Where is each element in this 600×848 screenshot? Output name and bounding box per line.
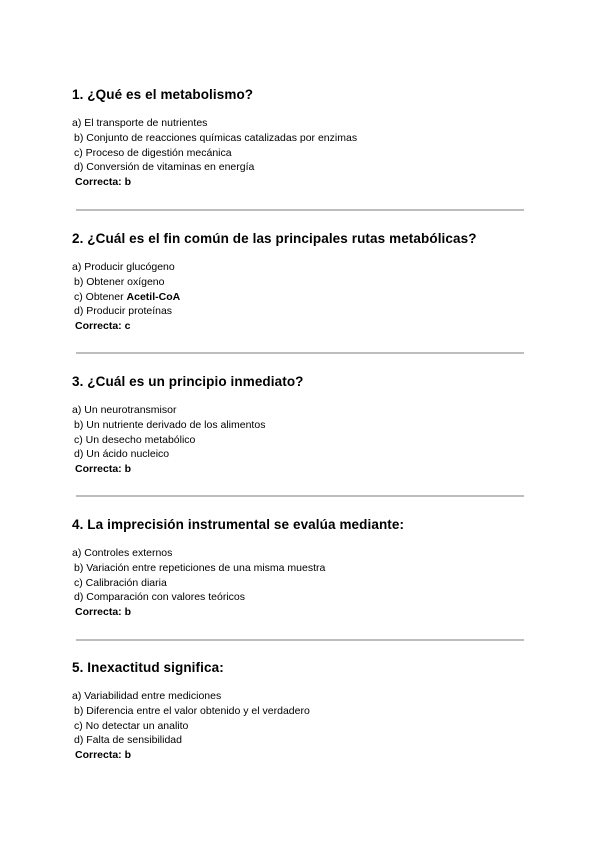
divider bbox=[76, 495, 524, 497]
option-d: d) Un ácido nucleico bbox=[74, 448, 170, 461]
question-4 bbox=[72, 517, 532, 620]
correct-answer: Correcta: b bbox=[75, 606, 132, 619]
divider bbox=[76, 639, 524, 641]
option-b: b) Obtener oxígeno bbox=[74, 275, 165, 288]
correct-answer: Correcta: b bbox=[75, 176, 132, 189]
option-c-text: c) Obtener bbox=[74, 290, 127, 303]
option-b: b) Un nutriente derivado de los alimentos bbox=[74, 418, 266, 431]
question-title: 3. ¿Cuál es un principio inmediato? bbox=[72, 374, 304, 389]
option-c bbox=[72, 290, 532, 305]
option-c: c) Calibración diaria bbox=[74, 576, 167, 589]
option-b: b) Conjunto de reacciones químicas catalizadas por enzimas bbox=[74, 131, 358, 144]
option-d: d) Falta de sensibilidad bbox=[74, 734, 182, 747]
option-c-bold-term: Acetil-CoA bbox=[126, 290, 181, 303]
option-c: c) Proceso de digestión mecánica bbox=[74, 146, 232, 159]
correct-answer: Correcta: c bbox=[75, 320, 131, 333]
option-b: b) Diferencia entre el valor obtenido y el verdadero bbox=[74, 704, 310, 717]
option-a: a) Variabilidad entre mediciones bbox=[72, 690, 222, 702]
question-2 bbox=[72, 231, 532, 334]
option-c: c) Un desecho metabólico bbox=[74, 433, 196, 446]
correct-answer: Correcta: b bbox=[75, 749, 132, 762]
divider bbox=[76, 352, 524, 354]
question-3 bbox=[72, 374, 532, 477]
question-title: 4. La imprecisión instrumental se evalúa mediante: bbox=[72, 517, 405, 532]
option-a: a) Controles externos bbox=[72, 547, 173, 559]
option-a: a) Producir glucógeno bbox=[72, 261, 175, 273]
option-a: a) Un neurotransmisor bbox=[72, 404, 177, 416]
question-title: 5. Inexactitud significa: bbox=[72, 660, 224, 675]
question-title: 1. ¿Qué es el metabolismo? bbox=[72, 87, 254, 102]
correct-answer: Correcta: b bbox=[75, 463, 132, 476]
option-b: b) Variación entre repeticiones de una misma muestra bbox=[74, 561, 326, 574]
option-a: a) El transporte de nutrientes bbox=[72, 117, 208, 129]
option-c: c) No detectar un analito bbox=[74, 719, 189, 732]
question-1 bbox=[72, 87, 532, 190]
option-d: d) Comparación con valores teóricos bbox=[74, 591, 245, 604]
question-5 bbox=[72, 660, 532, 763]
divider bbox=[76, 209, 524, 211]
question-title: 2. ¿Cuál es el fin común de las principales rutas metabólicas? bbox=[72, 231, 477, 246]
option-d: d) Producir proteínas bbox=[74, 305, 173, 318]
option-d: d) Conversión de vitaminas en energía bbox=[74, 161, 255, 174]
